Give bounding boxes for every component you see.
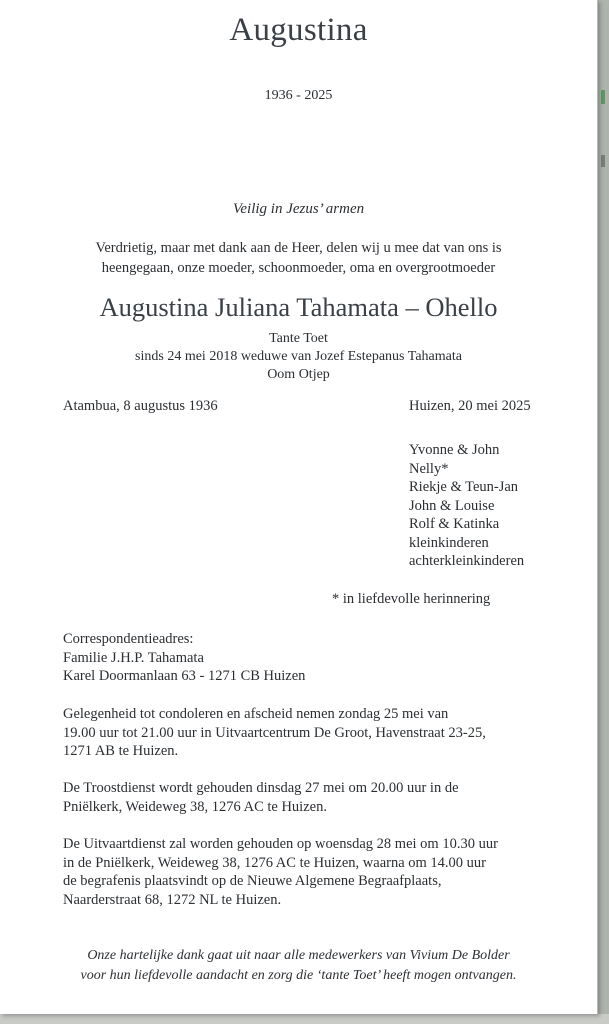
bottom-strip <box>0 1014 609 1024</box>
paragraph-line: Gelegenheid tot condoleren en afscheid nemen zondag 25 mei van <box>63 706 449 722</box>
edge-marker <box>601 90 605 104</box>
address-line: Correspondentieadres: <box>63 631 194 647</box>
deceased-full-name: Augustina Juliana Tahamata – Ohello <box>99 292 498 322</box>
family-member: Nelly* <box>409 460 449 477</box>
family-member: kleinkinderen <box>409 534 489 551</box>
intro-line: Verdrietig, maar met dank aan de Heer, delen wij u mee dat van ons is <box>95 240 502 256</box>
service-paragraph <box>63 779 459 816</box>
window-edge <box>598 0 609 1024</box>
life-years: 1936 - 2025 <box>264 88 333 103</box>
paragraph-line: de begrafenis plaatsvindt op de Nieuwe Algemene Begraafplaats, <box>63 873 442 889</box>
paragraph-line: in de Pniëlkerk, Weideweg 38, 1276 AC te Huizen, waarna om 14.00 uur <box>63 854 486 871</box>
death-place-date: Huizen, 20 mei 2025 <box>409 398 531 414</box>
birth-place-date: Atambua, 8 augustus 1936 <box>63 398 218 414</box>
address-line: Familie J.H.P. Tahamata <box>63 649 204 666</box>
paragraph-line: Naarderstraat 68, 1272 NL te Huizen. <box>63 891 282 908</box>
family-member: Riekje & Teun-Jan <box>409 479 519 495</box>
thanks-line: voor hun liefdevolle aandacht en zorg die ‘tante Toet’ heeft mogen ontvangen. <box>80 968 517 983</box>
family-member: Rolf & Katinka <box>409 516 500 532</box>
intro-line: heengegaan, onze moeder, schoonmoeder, oma en overgrootmoeder <box>101 260 496 276</box>
condolence-paragraph <box>63 705 486 761</box>
paragraph-line: 1271 AB te Huizen. <box>63 743 179 759</box>
family-member: John & Louise <box>409 497 495 514</box>
edge-marker <box>601 155 605 167</box>
motto: Veilig in Jezus’ armen <box>232 201 365 217</box>
correspondence-address <box>63 630 305 686</box>
memorial-note: * in liefdevolle herinnering <box>332 591 491 607</box>
intro-text <box>0 238 597 278</box>
family-member: achterkleinkinderen <box>409 553 525 569</box>
name-details <box>0 330 597 384</box>
thanks-text <box>0 946 597 986</box>
thanks-line: Onze hartelijke dank gaat uit naar alle medewerkers van Vivium De Bolder <box>87 948 510 963</box>
paragraph-line: De Troostdienst wordt gehouden dinsdag 27 mei om 20.00 uur in de <box>63 780 459 796</box>
family-list <box>409 441 524 571</box>
spouse-nickname: Oom Otjep <box>267 367 330 382</box>
paragraph-line: Pniëlkerk, Weideweg 38, 1276 AC te Huizen. <box>63 798 327 815</box>
paragraph-line: 19.00 uur tot 21.00 uur in Uitvaartcentrum De Groot, Havenstraat 23-25, <box>63 724 486 741</box>
page-title: Augustina <box>229 12 368 48</box>
address-line: Karel Doormanlaan 63 - 1271 CB Huizen <box>63 668 306 684</box>
nickname: Tante Toet <box>269 331 328 346</box>
family-member: Yvonne & John <box>409 442 500 458</box>
funeral-paragraph <box>63 835 498 909</box>
paragraph-line: De Uitvaartdienst zal worden gehouden op woensdag 28 mei om 10.30 uur <box>63 836 498 852</box>
widow-line: sinds 24 mei 2018 weduwe van Jozef Estepanus Tahamata <box>135 349 462 364</box>
